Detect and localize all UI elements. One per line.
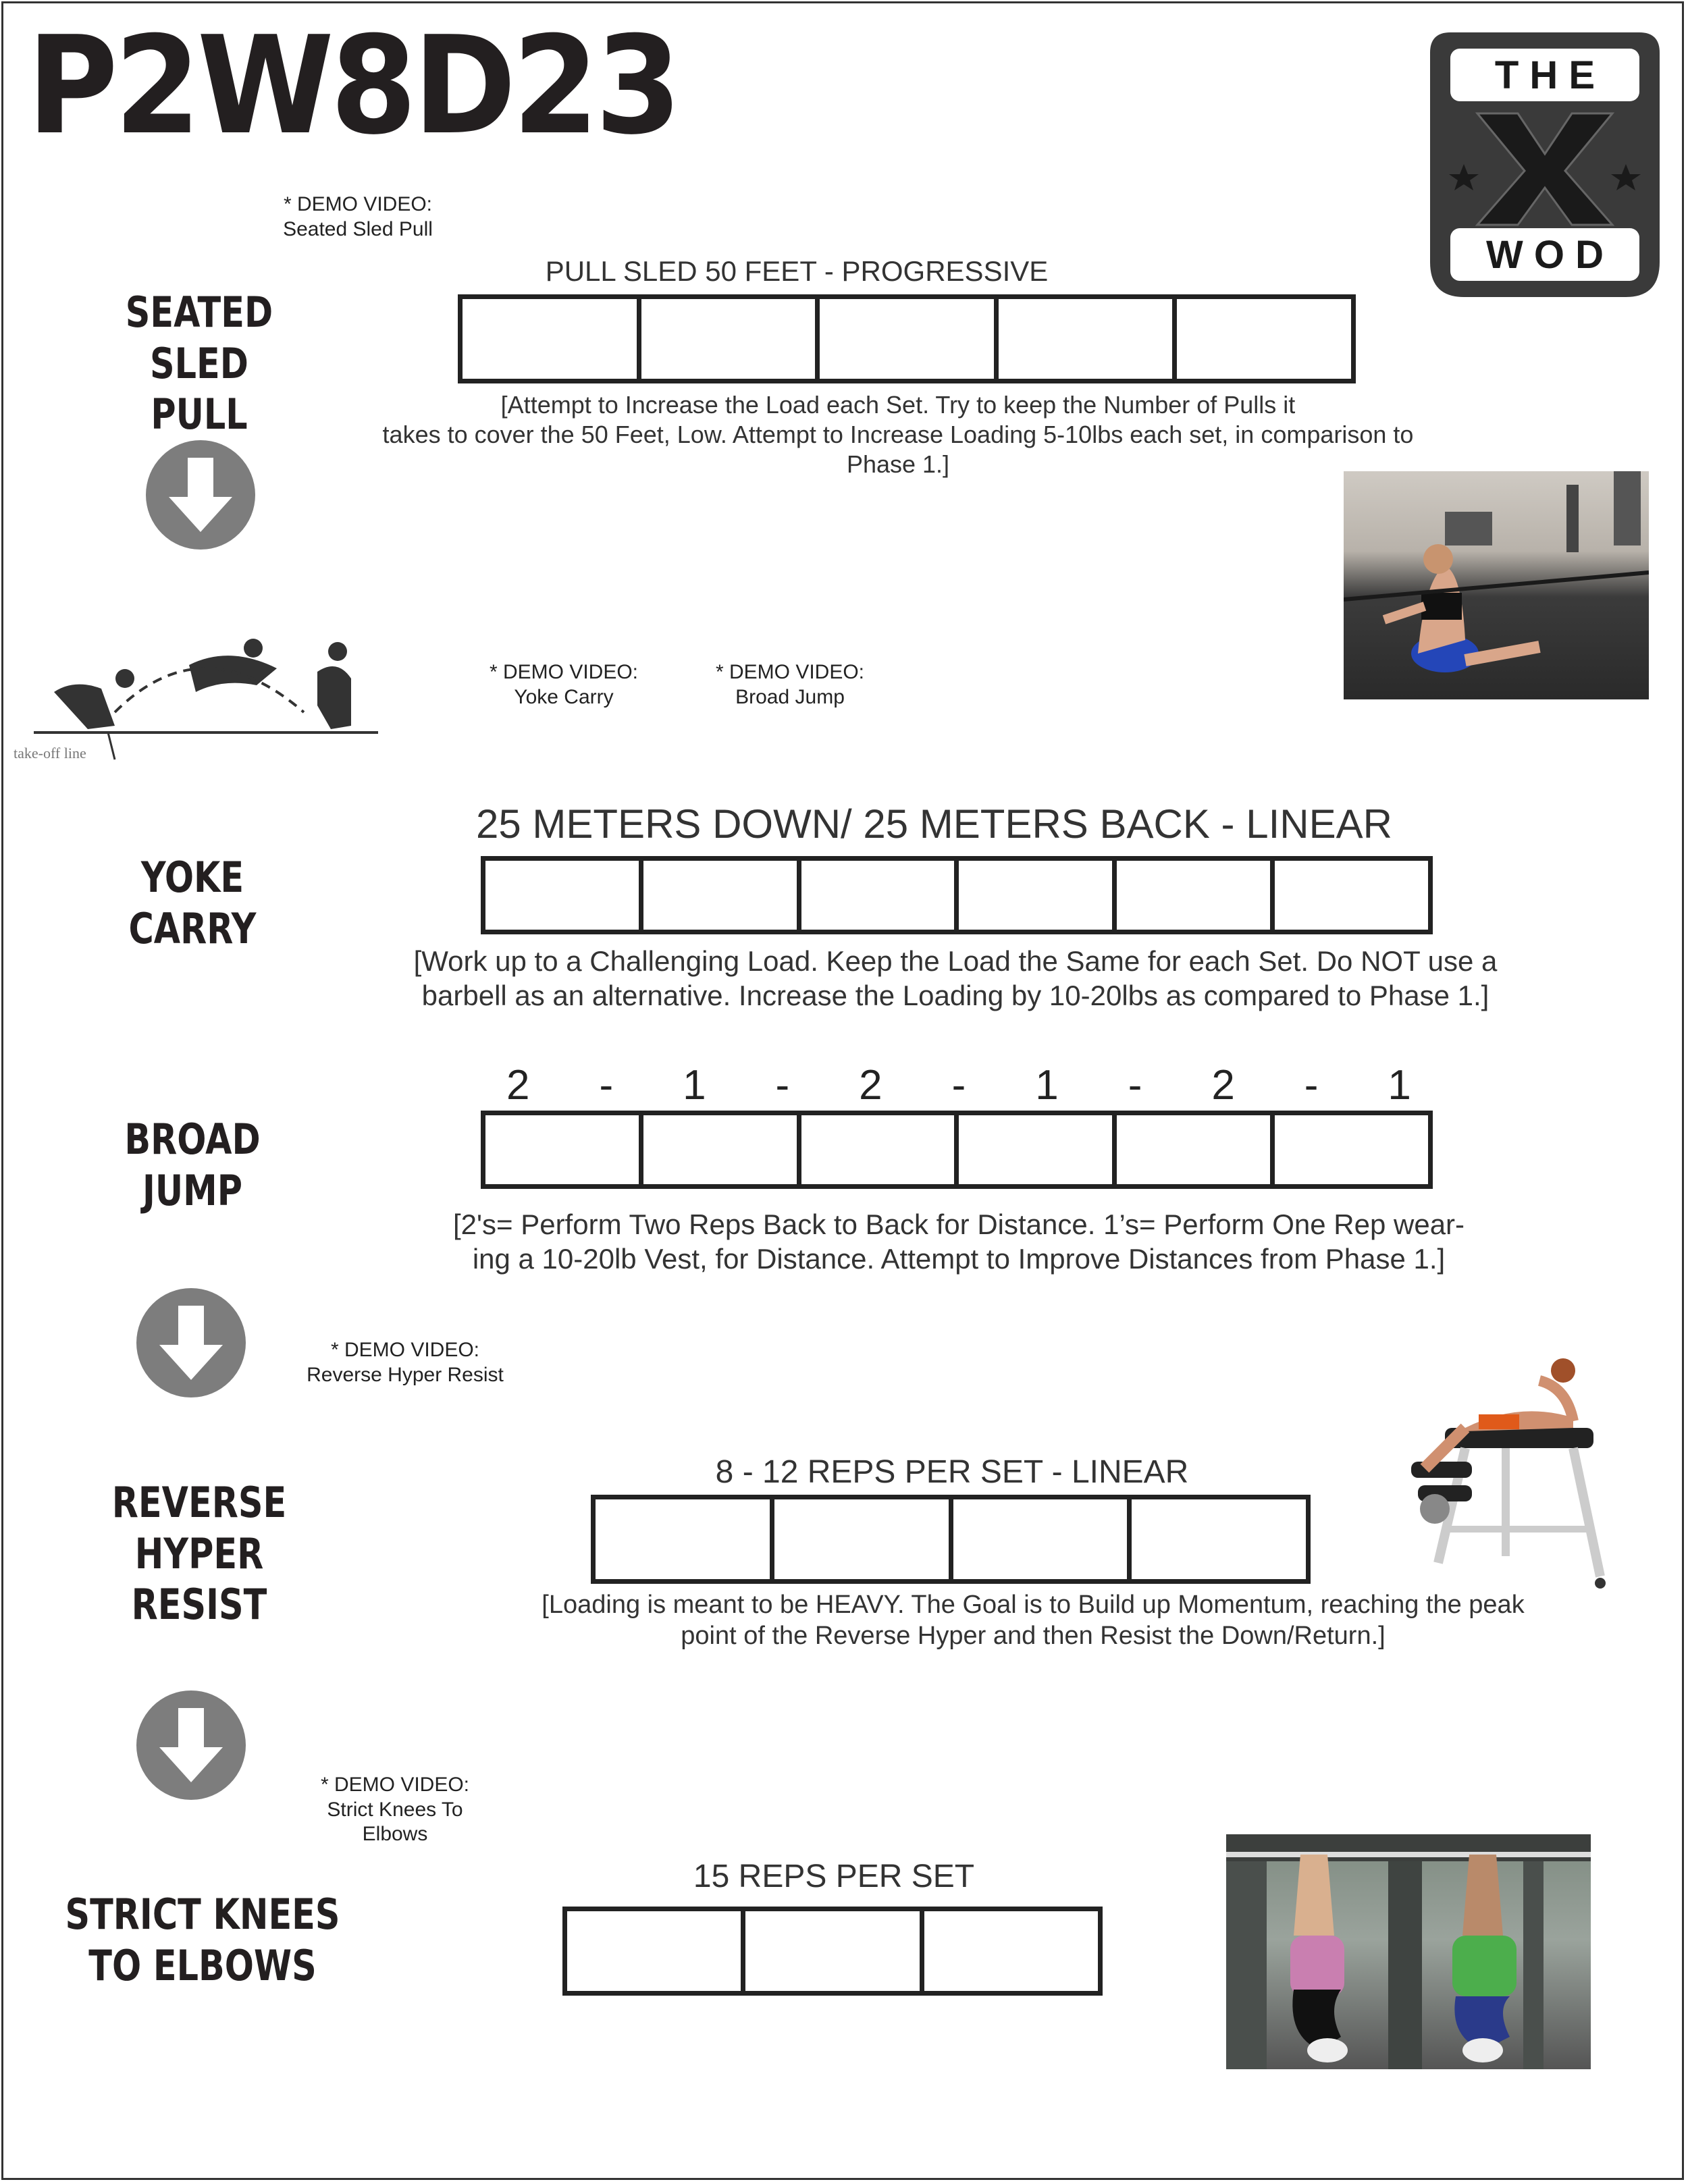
demo-video-label: * DEMO VIDEO: xyxy=(283,193,433,215)
logo-top-text: T H E xyxy=(1494,53,1595,97)
broad-rep-sequence: 2 - 1 - 2 - 1 - 2 - 1 xyxy=(506,1062,1411,1109)
exercise-name-sled: SEATED SLED PULL xyxy=(125,288,273,440)
demo-video-title: Reverse Hyper Resist xyxy=(307,1363,504,1386)
logo-bottom-text: W O D xyxy=(1486,233,1604,277)
sled-note: [Attempt to Increase the Load each Set. Try to keep the Number of Pulls it takes to cover the 50 Feet, Low. Attempt to Increase Loading 5-10lbs each set, in comparison to Phase 1.] xyxy=(382,391,1414,478)
demo-video-label: * DEMO VIDEO: xyxy=(320,1774,470,1796)
set-box[interactable] xyxy=(959,861,1117,930)
reverse-hyper-photo xyxy=(1404,1354,1620,1597)
exercise-name-knees: STRICT KNEES TO ELBOWS xyxy=(65,1890,340,1990)
hyper-header: 8 - 12 REPS PER SET - LINEAR xyxy=(715,1454,1189,1490)
hyper-note: [Loading is meant to be HEAVY. The Goal is to Build up Momentum, reaching the peak point of the Reverse Hyper and then Resist the Down/Return.] xyxy=(542,1591,1525,1651)
demo-video-label: * DEMO VIDEO: xyxy=(330,1339,480,1361)
broad-jump-illustration xyxy=(14,631,388,766)
logo xyxy=(1430,32,1660,297)
exercise-name-yoke: YOKE CARRY xyxy=(128,853,257,953)
set-box[interactable] xyxy=(485,861,643,930)
sled-pull-photo xyxy=(1344,471,1649,699)
set-box[interactable] xyxy=(1132,1499,1306,1579)
down-arrow-icon xyxy=(146,440,255,550)
set-box[interactable] xyxy=(567,1911,745,1991)
set-box[interactable] xyxy=(643,861,801,930)
exercise-name-hyper: REVERSE HYPER RESIST xyxy=(111,1478,287,1630)
demo-video-link-yoke[interactable] xyxy=(476,660,652,710)
set-box[interactable] xyxy=(1275,861,1428,930)
set-box[interactable] xyxy=(801,861,959,930)
demo-video-title: Seated Sled Pull xyxy=(283,217,433,240)
knees-header: 15 REPS PER SET xyxy=(693,1859,975,1894)
demo-video-title: Broad Jump xyxy=(735,685,845,708)
set-box[interactable] xyxy=(953,1499,1132,1579)
demo-video-link-sled[interactable] xyxy=(257,192,459,242)
set-box[interactable] xyxy=(1275,1115,1428,1184)
set-box[interactable] xyxy=(1117,861,1275,930)
demo-video-link-hyper[interactable] xyxy=(284,1338,527,1387)
sled-header: PULL SLED 50 FEET - PROGRESSIVE xyxy=(545,255,1049,287)
set-box[interactable] xyxy=(745,1911,924,1991)
knees-set-boxes xyxy=(562,1907,1103,1996)
illustration-caption: take-off line xyxy=(14,745,86,762)
demo-video-label: * DEMO VIDEO: xyxy=(715,661,865,683)
down-arrow-icon xyxy=(136,1690,246,1800)
set-box[interactable] xyxy=(1117,1115,1275,1184)
demo-video-title: Elbows xyxy=(362,1823,428,1846)
sled-set-boxes xyxy=(458,294,1356,383)
set-box[interactable] xyxy=(485,1115,643,1184)
set-box[interactable] xyxy=(924,1911,1098,1991)
demo-video-link-broad[interactable] xyxy=(702,660,878,710)
yoke-note: [Work up to a Challenging Load. Keep the Load the Same for each Set. Do NOT use a barbell as an alternative. Increase the Loading by 10-20lbs as compared to Phase 1.] xyxy=(413,945,1498,1012)
set-box[interactable] xyxy=(641,299,820,379)
knees-to-elbows-photo xyxy=(1226,1834,1591,2069)
set-box[interactable] xyxy=(463,299,641,379)
down-arrow-icon xyxy=(136,1288,246,1397)
broad-note: [2's= Perform Two Reps Back to Back for Distance. 1’s= Perform One Rep wear- ing a 10-20lb Vest, for Distance. Attempt to Improve Distances from Phase 1.] xyxy=(452,1208,1465,1275)
set-box[interactable] xyxy=(820,299,999,379)
exercise-name-broad: BROAD JUMP xyxy=(124,1115,261,1215)
page-title: P2W8D23 xyxy=(27,7,679,165)
set-box[interactable] xyxy=(643,1115,801,1184)
yoke-header: 25 METERS DOWN/ 25 METERS BACK - LINEAR xyxy=(476,801,1392,847)
yoke-set-boxes xyxy=(481,856,1433,934)
demo-video-link-knees[interactable] xyxy=(294,1773,496,1847)
demo-video-label: * DEMO VIDEO: xyxy=(489,661,639,683)
set-box[interactable] xyxy=(999,299,1178,379)
demo-video-title: Strict Knees To xyxy=(327,1798,463,1821)
set-box[interactable] xyxy=(1177,299,1351,379)
broad-set-boxes xyxy=(481,1111,1433,1189)
set-box[interactable] xyxy=(801,1115,959,1184)
set-box[interactable] xyxy=(596,1499,774,1579)
set-box[interactable] xyxy=(959,1115,1117,1184)
set-box[interactable] xyxy=(774,1499,953,1579)
hyper-set-boxes xyxy=(591,1495,1311,1584)
demo-video-title: Yoke Carry xyxy=(514,685,614,708)
